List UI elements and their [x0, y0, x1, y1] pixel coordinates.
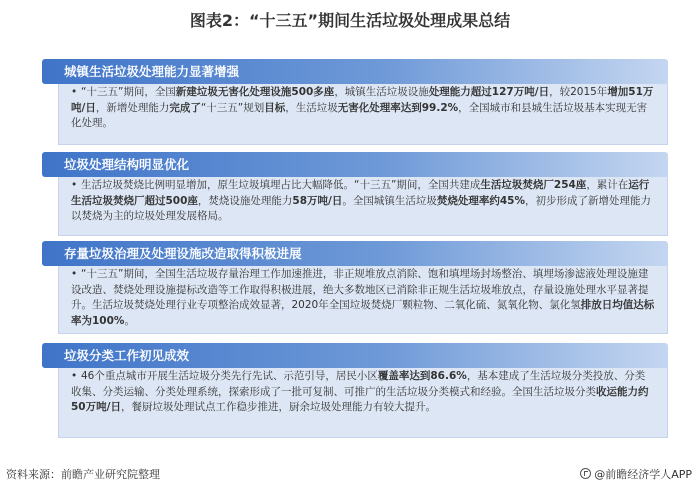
section-heading: 垃圾分类工作初见成效: [64, 348, 190, 363]
highlight-text: 目标: [264, 101, 286, 114]
body-text-run: ，城镇生活垃圾设施: [334, 86, 429, 98]
section-header: [42, 152, 668, 177]
section-heading: 存量垃圾治理及处理设施改造取得积极进展: [64, 246, 302, 261]
body-text-run: 46个重点城市开展生活垃圾分类先行先试、示范引导，居民小区: [81, 370, 378, 382]
section-header: [42, 59, 668, 84]
body-text-run: “十三五”期间，全国: [81, 86, 176, 98]
body-text-run: ，较2015年: [549, 86, 608, 98]
highlight-text: 覆盖率达到86.6%: [377, 370, 467, 382]
body-text-run: ，全国城市和县城生活垃圾基本实现无害化处理。: [71, 101, 648, 129]
section-stock-governance: [42, 241, 668, 334]
section-text: [71, 178, 655, 225]
section-text: [71, 267, 655, 329]
chart-title: 图表2：“十三五”期间生活垃圾处理成果总结: [189, 11, 511, 30]
highlight-text: 排放日均值达标率为100%: [71, 299, 655, 327]
body-text-run: 。: [124, 314, 135, 327]
section-body: [58, 363, 668, 438]
section-heading: 城镇生活垃圾处理能力显著增强: [64, 64, 240, 79]
highlight-text: 无害化处理率达到99.2%: [337, 101, 459, 114]
body-text-run: 。全国城镇生活垃圾: [342, 194, 437, 207]
section-sorting: [42, 343, 668, 438]
body-text-run: 生活垃圾焚烧比例明显增加，原生垃圾填埋占比大幅降低。“十三五”期间，全国共建成: [81, 179, 481, 191]
highlight-text: 新建垃圾无害化处理设施500多座: [175, 86, 335, 98]
section-body: [58, 172, 668, 236]
highlight-text: 生活垃圾焚烧厂254座: [480, 179, 587, 191]
section-body: [58, 79, 668, 145]
body-text-run: ，生活垃圾: [285, 101, 338, 114]
bullet-dot: •: [71, 268, 78, 280]
body-text-run: ，基本建成了生活垃圾分类投放、分类收集、分类运输、分类处理系统，探索形成了一批可复制、可推广的生活垃圾分类模式和经验。全国生活垃圾分类: [71, 370, 646, 398]
bullet-dot: •: [71, 179, 78, 191]
section-capacity: [42, 59, 668, 145]
body-text-run: ，焚烧设施处理能力: [197, 194, 293, 207]
bullet-dot: •: [71, 86, 78, 98]
brand-watermark: [580, 466, 692, 482]
highlight-text: 运行生活垃圾焚烧厂超过500座: [71, 179, 650, 207]
highlight-text: 处理能力超过127万吨/日: [428, 86, 550, 98]
highlight-text: 焚烧处理率约45%: [436, 194, 526, 207]
section-text: [71, 85, 655, 132]
section-structure: [42, 152, 668, 236]
highlight-text: 完成了: [169, 101, 201, 114]
highlight-text: 收运能力约50万吨/日: [71, 385, 649, 413]
highlight-text: 58万吨/日: [292, 194, 343, 207]
brand-text: @前瞻经济学人APP: [594, 468, 692, 481]
body-text-run: ，新增处理能力: [95, 101, 170, 114]
body-text-run: ，餐厨垃圾处理试点工作稳步推进，厨余垃圾处理能力有较大提升。: [120, 401, 436, 413]
highlight-text: 增加51万吨/日: [71, 86, 654, 114]
section-header: [42, 241, 668, 266]
source-note: 资料来源：前瞻产业研究院整理: [6, 468, 160, 481]
body-text-run: “十三五”规划: [200, 101, 265, 114]
bullet-dot: •: [71, 370, 78, 382]
section-header: [42, 343, 668, 368]
qianzhan-logo-icon: [580, 468, 591, 479]
section-text: [71, 369, 655, 416]
section-heading: 垃圾处理结构明显优化: [64, 157, 190, 172]
body-text-run: ，初步形成了新增处理能力以焚烧为主的垃圾处理发展格局。: [71, 194, 652, 222]
section-body: [58, 261, 668, 334]
body-text-run: “十三五”期间，全国生活垃圾存量治理工作加速推进，非正规堆放点消除、饱和填埋场封场整治、填埋场渗滤液处理设施建设改造、焚烧处理设施提标改造等工作取得积极进展，绝大多数地区已消除非正规生活垃圾堆放点，存量设施处理水平显著提升。生活垃圾焚烧处理行业专项整治成效显著，2020年全国垃圾焚烧厂颗粒物、二氧化硫、氮氧化物、氯化氢: [71, 268, 649, 311]
body-text-run: ，累计在: [586, 179, 629, 191]
